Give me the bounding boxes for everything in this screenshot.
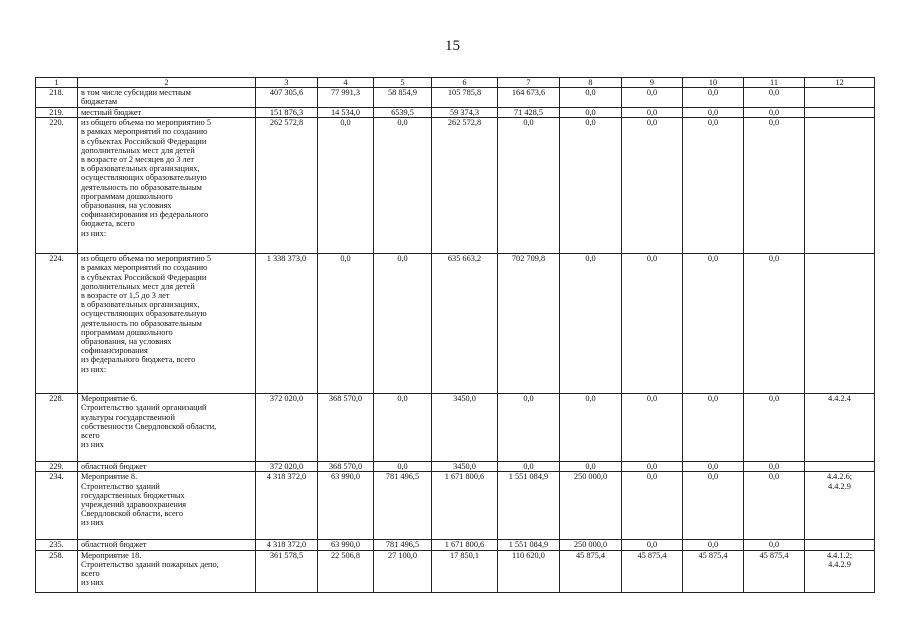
cell-value: 372 020,0 (256, 462, 318, 472)
column-header: 6 (432, 78, 498, 88)
cell-value: 635 663,2 (432, 254, 498, 394)
cell-value: 0,0 (318, 254, 374, 394)
header-row (36, 78, 875, 88)
cell-value: 0,0 (622, 462, 683, 472)
cell-value: 0,0 (622, 88, 683, 108)
cell-value: 0,0 (622, 118, 683, 254)
table-row (36, 118, 875, 254)
target-code (805, 108, 875, 118)
cell-value: 0,0 (318, 118, 374, 254)
cell-value: 110 620,0 (498, 550, 560, 592)
row-number: 220. (36, 118, 78, 254)
cell-value: 0,0 (560, 118, 622, 254)
row-name: Мероприятие 8. Строительство зданий государственных бюджетных учреждений здравоохранения Свердловской области, всего из них (78, 472, 256, 540)
row-name: Мероприятие 6. Строительство зданий организаций культуры государственной собственности Свердловской области, всего из них (78, 394, 256, 462)
target-code (805, 254, 875, 394)
cell-value: 0,0 (374, 254, 432, 394)
cell-value: 0,0 (560, 462, 622, 472)
table-row (36, 88, 875, 108)
row-number: 224. (36, 254, 78, 394)
cell-value: 0,0 (683, 118, 744, 254)
cell-value: 702 709,8 (498, 254, 560, 394)
cell-value: 0,0 (744, 254, 805, 394)
cell-value: 164 673,6 (498, 88, 560, 108)
cell-value: 0,0 (744, 472, 805, 540)
cell-value: 77 991,3 (318, 88, 374, 108)
cell-value: 0,0 (622, 254, 683, 394)
row-number: 235. (36, 540, 78, 550)
row-number: 234. (36, 472, 78, 540)
row-name: местный бюджет (78, 108, 256, 118)
cell-value: 0,0 (683, 254, 744, 394)
cell-value: 71 428,5 (498, 108, 560, 118)
cell-value: 0,0 (744, 108, 805, 118)
row-number: 229. (36, 462, 78, 472)
cell-value: 105 785,8 (432, 88, 498, 108)
target-code (805, 540, 875, 550)
cell-value: 0,0 (683, 88, 744, 108)
cell-value: 0,0 (744, 540, 805, 550)
cell-value: 250 000,0 (560, 540, 622, 550)
cell-value: 1 551 084,9 (498, 472, 560, 540)
row-name: из общего объема по мероприятию 5 в рамках мероприятий по созданию в субъектах Российской Федерации дополнительных мест для детей в возрасте от 1,5 до 3 лет в образовательных организациях, осуществляющих образовательную деятельность по образовательным программам дошкольного образования, на условиях софинансирования из федерального бюджета, всего из них: (78, 254, 256, 394)
cell-value: 781 496,5 (374, 472, 432, 540)
cell-value: 262 572,8 (432, 118, 498, 254)
cell-value: 1 551 084,9 (498, 540, 560, 550)
cell-value: 17 850,1 (432, 550, 498, 592)
cell-value: 0,0 (683, 462, 744, 472)
target-code (805, 462, 875, 472)
cell-value: 1 671 800,6 (432, 472, 498, 540)
cell-value: 1 671 800,6 (432, 540, 498, 550)
cell-value: 6539,5 (374, 108, 432, 118)
cell-value: 0,0 (744, 118, 805, 254)
cell-value: 0,0 (560, 254, 622, 394)
cell-value: 0,0 (683, 394, 744, 462)
cell-value: 368 570,0 (318, 394, 374, 462)
cell-value: 0,0 (744, 394, 805, 462)
cell-value: 45 875,4 (744, 550, 805, 592)
cell-value: 262 572,8 (256, 118, 318, 254)
target-code (805, 88, 875, 108)
column-header: 11 (744, 78, 805, 88)
row-number: 219. (36, 108, 78, 118)
cell-value: 0,0 (560, 88, 622, 108)
cell-value: 407 305,6 (256, 88, 318, 108)
cell-value: 45 875,4 (683, 550, 744, 592)
table-row (36, 394, 875, 462)
target-code: 4.4.2.4 (805, 394, 875, 462)
cell-value: 0,0 (683, 108, 744, 118)
cell-value: 63 990,0 (318, 472, 374, 540)
cell-value: 0,0 (560, 394, 622, 462)
cell-value: 0,0 (374, 118, 432, 254)
row-name: в том числе субсидии местным бюджетам (78, 88, 256, 108)
cell-value: 250 000,0 (560, 472, 622, 540)
row-name: из общего объема по мероприятию 5 в рамках мероприятий по созданию в субъектах Российской Федерации дополнительных мест для детей в возрасте от 2 месяцев до 3 лет в образовательных организациях, осуществляющих образовательную деятельность по образовательным программам дошкольного образования, на условиях софинансирования из федерального бюджета, всего из них: (78, 118, 256, 254)
table-row (36, 472, 875, 540)
table-row (36, 254, 875, 394)
cell-value: 1 338 373,0 (256, 254, 318, 394)
cell-value: 0,0 (683, 472, 744, 540)
cell-value: 0,0 (498, 462, 560, 472)
cell-value: 14 534,0 (318, 108, 374, 118)
cell-value: 0,0 (622, 540, 683, 550)
cell-value: 368 570,0 (318, 462, 374, 472)
cell-value: 0,0 (374, 394, 432, 462)
cell-value: 0,0 (622, 394, 683, 462)
column-header: 3 (256, 78, 318, 88)
cell-value: 0,0 (622, 472, 683, 540)
cell-value: 63 990,0 (318, 540, 374, 550)
cell-value: 0,0 (622, 108, 683, 118)
cell-value: 3450,0 (432, 462, 498, 472)
row-name: Мероприятие 18. Строительство зданий пожарных депо, всего из них (78, 550, 256, 592)
table-row (36, 108, 875, 118)
column-header: 1 (36, 78, 78, 88)
target-code: 4.4.2.6; 4.4.2.9 (805, 472, 875, 540)
cell-value: 781 496,5 (374, 540, 432, 550)
cell-value: 4 318 372,0 (256, 540, 318, 550)
cell-value: 45 875,4 (622, 550, 683, 592)
column-header: 4 (318, 78, 374, 88)
cell-value: 151 876,3 (256, 108, 318, 118)
cell-value: 0,0 (744, 462, 805, 472)
column-header: 10 (683, 78, 744, 88)
cell-value: 361 578,5 (256, 550, 318, 592)
cell-value: 0,0 (374, 462, 432, 472)
cell-value: 58 854,9 (374, 88, 432, 108)
budget-table (35, 77, 875, 593)
cell-value: 27 100,0 (374, 550, 432, 592)
row-name: областной бюджет (78, 540, 256, 550)
cell-value: 59 374,3 (432, 108, 498, 118)
row-number: 228. (36, 394, 78, 462)
cell-value: 0,0 (683, 540, 744, 550)
cell-value: 0,0 (744, 88, 805, 108)
target-code (805, 118, 875, 254)
row-name: областной бюджет (78, 462, 256, 472)
column-header: 12 (805, 78, 875, 88)
column-header: 9 (622, 78, 683, 88)
column-header: 8 (560, 78, 622, 88)
row-number: 258. (36, 550, 78, 592)
column-header: 7 (498, 78, 560, 88)
cell-value: 45 875,4 (560, 550, 622, 592)
cell-value: 372 020,0 (256, 394, 318, 462)
cell-value: 0,0 (498, 394, 560, 462)
table-row (36, 550, 875, 592)
column-header: 2 (78, 78, 256, 88)
cell-value: 4 318 372,0 (256, 472, 318, 540)
cell-value: 22 506,8 (318, 550, 374, 592)
cell-value: 0,0 (498, 118, 560, 254)
cell-value: 0,0 (560, 108, 622, 118)
page-number: 15 (445, 38, 460, 54)
column-header: 5 (374, 78, 432, 88)
target-code: 4.4.1.2; 4.4.2.9 (805, 550, 875, 592)
table-row (36, 462, 875, 472)
table-row (36, 540, 875, 550)
row-number: 218. (36, 88, 78, 108)
cell-value: 3450,0 (432, 394, 498, 462)
